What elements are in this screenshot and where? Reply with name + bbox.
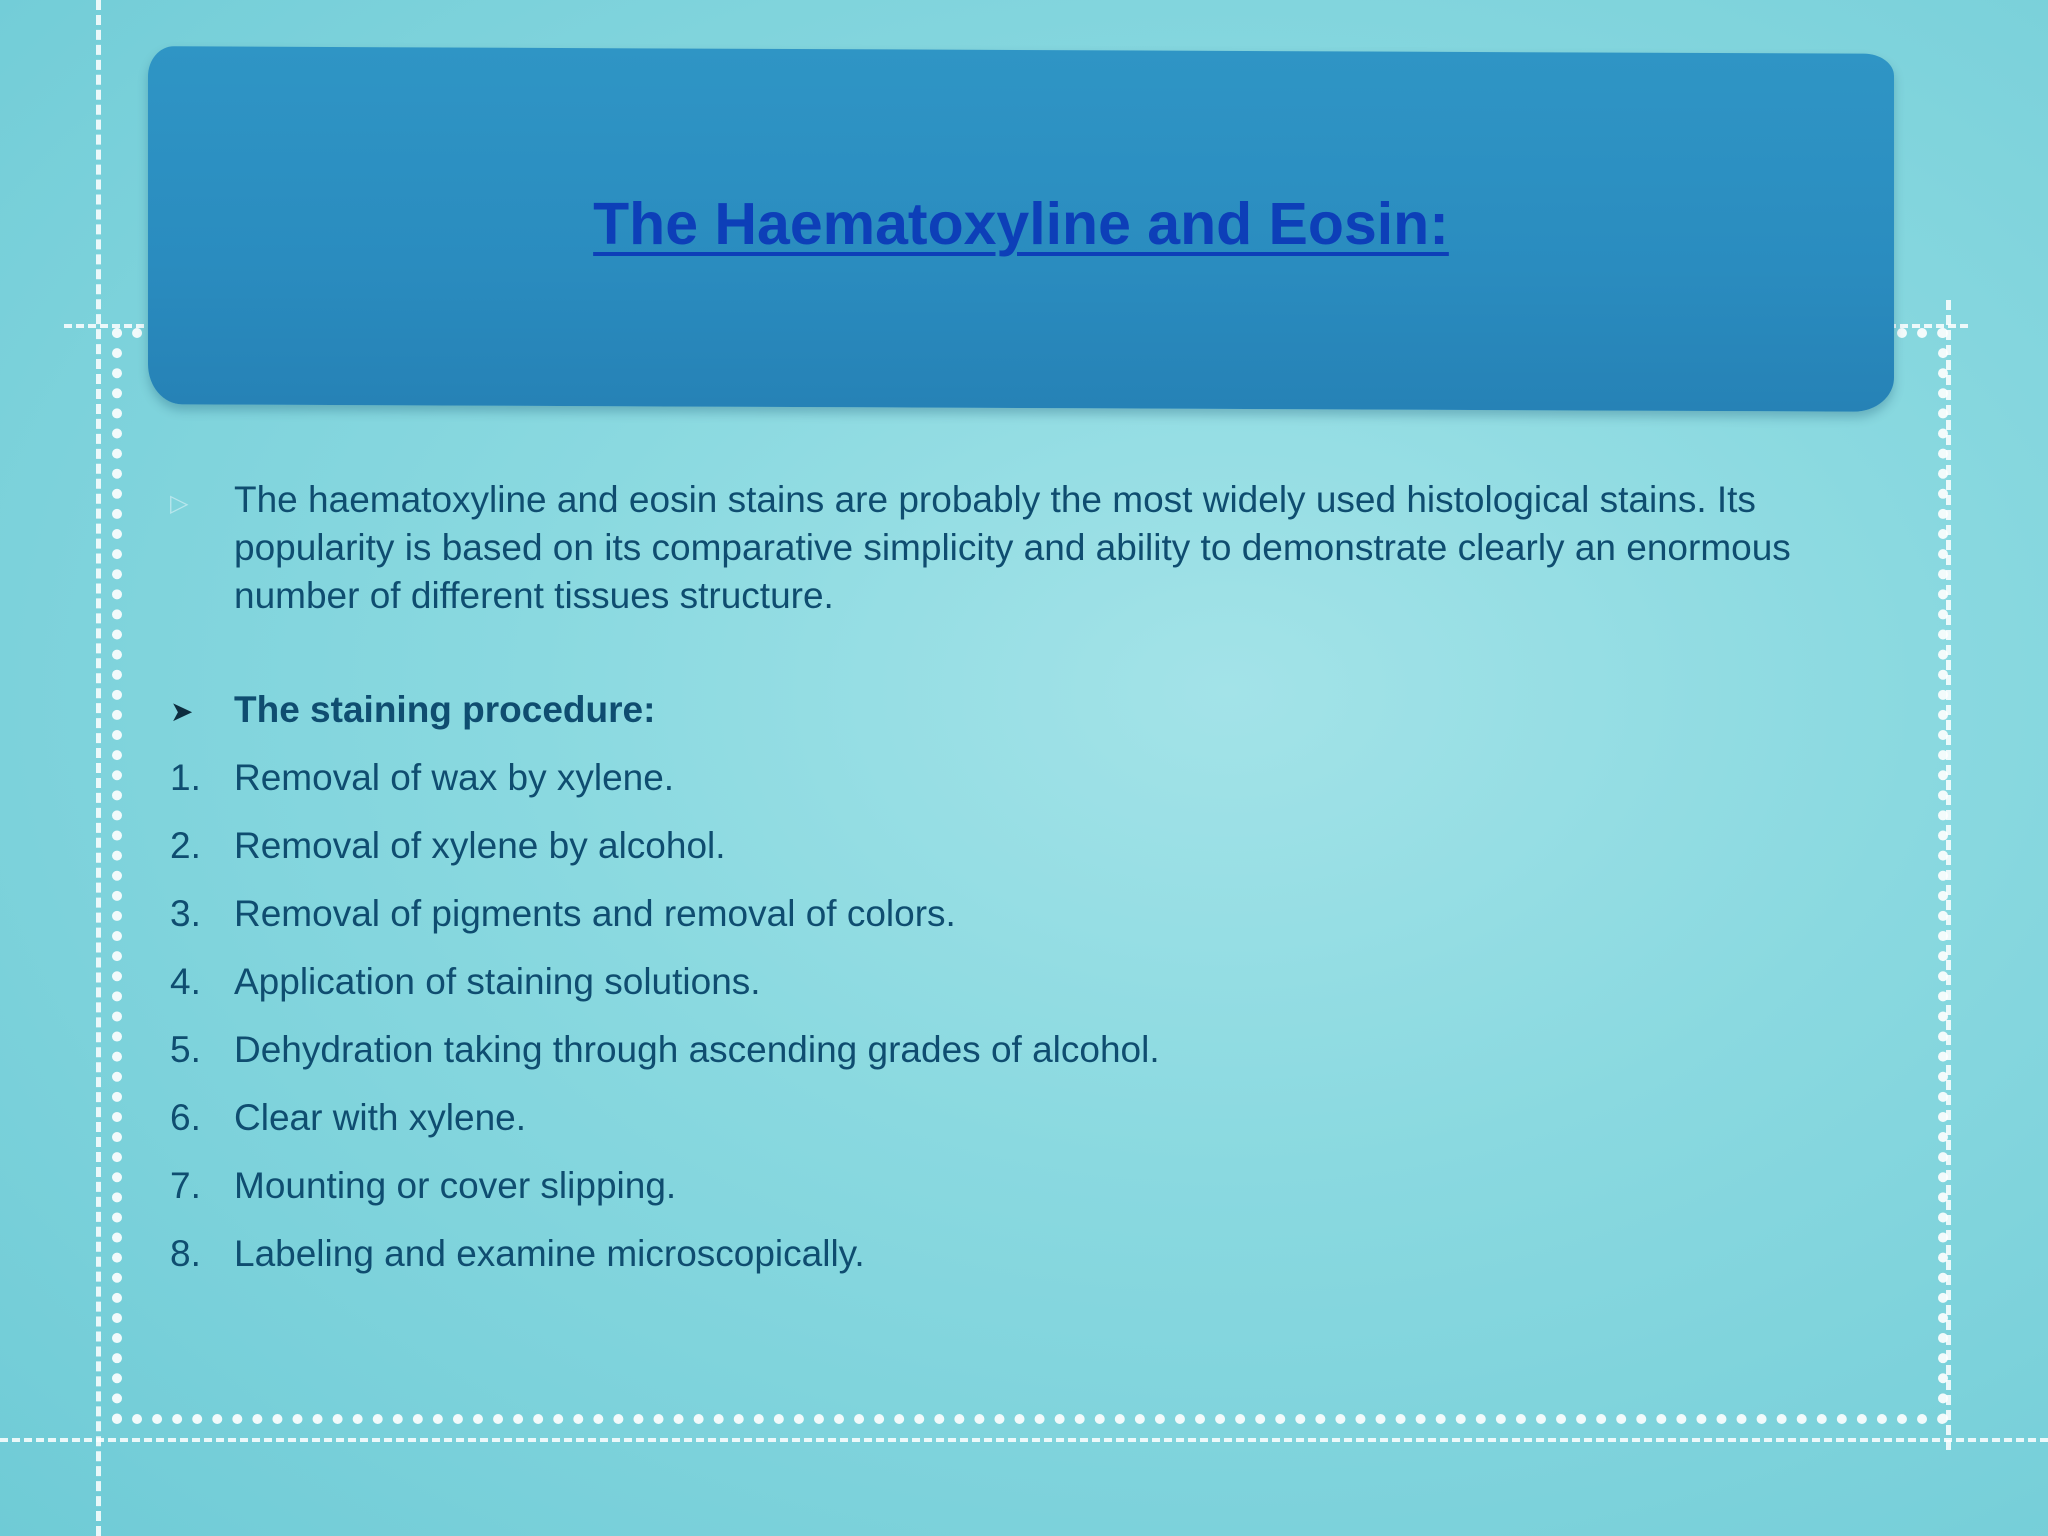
step-number: 1. (170, 757, 201, 798)
list-item (170, 1230, 1850, 1278)
step-text: Dehydration taking through ascending grades of alcohol. (234, 1029, 1160, 1070)
step-number: 8. (170, 1233, 201, 1274)
list-item (170, 1162, 1850, 1210)
step-number: 5. (170, 1029, 201, 1070)
step-number: 3. (170, 893, 201, 934)
list-item (170, 822, 1850, 870)
step-text: Removal of wax by xylene. (234, 757, 675, 798)
intro-text: The haematoxyline and eosin stains are probably the most widely used histological stains. Its popularity is based on its comparative simplicity and ability to demonstrate clearly an enormous number of different tissues structure. (234, 479, 1791, 616)
list-item (170, 890, 1850, 938)
list-item (170, 1094, 1850, 1142)
step-number: 4. (170, 961, 201, 1002)
step-text: Mounting or cover slipping. (234, 1165, 677, 1206)
procedure-heading (170, 686, 1850, 734)
arrow-bullet-icon: ➤ (170, 696, 194, 727)
step-number: 6. (170, 1097, 201, 1138)
stitch-line-bottom (0, 1438, 2048, 1442)
list-item (170, 1026, 1850, 1074)
step-text: Removal of pigments and removal of colors. (234, 893, 956, 934)
step-text: Labeling and examine microscopically. (234, 1233, 865, 1274)
procedure-steps-list (170, 754, 1850, 1278)
stitch-line-left (96, 0, 101, 1536)
list-item (170, 958, 1850, 1006)
step-text: Removal of xylene by alcohol. (234, 825, 726, 866)
step-text: Application of staining solutions. (234, 961, 761, 1002)
list-item (170, 754, 1850, 802)
step-number: 7. (170, 1165, 201, 1206)
intro-paragraph (170, 476, 1850, 620)
slide-title: The Haematoxyline and Eosin: (593, 191, 1449, 257)
procedure-heading-text: The staining procedure: (234, 689, 656, 730)
slide-content (170, 476, 1850, 1298)
triangle-bullet-icon: ▷ (170, 490, 189, 517)
step-text: Clear with xylene. (234, 1097, 527, 1138)
step-number: 2. (170, 825, 201, 866)
